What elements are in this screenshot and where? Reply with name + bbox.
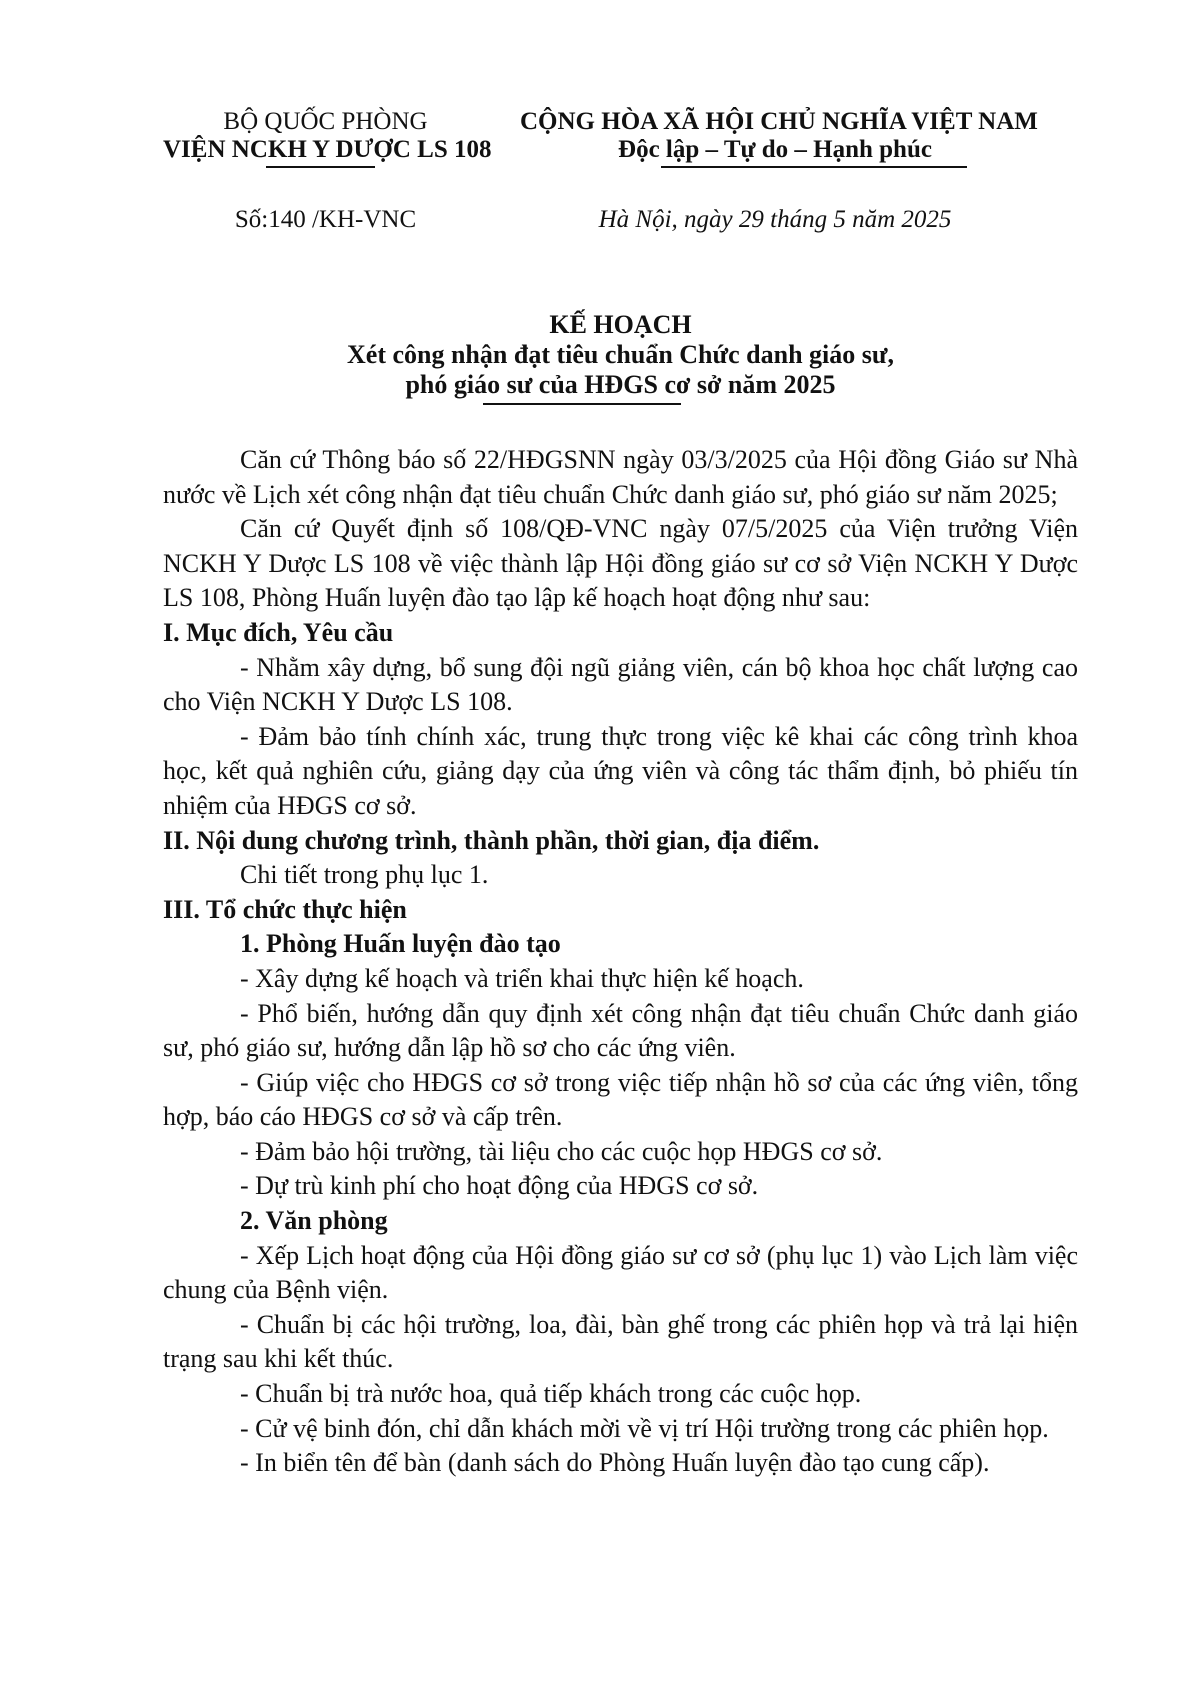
- section-item: - Đảm bảo tính chính xác, trung thực trong việc kê khai các công trình khoa học, kết quả nghiên cứu, giảng dạy của ứng viên và công tác thẩm định, bỏ phiếu tín nhiệm của HĐGS cơ sở.: [163, 721, 1078, 820]
- section-heading: I. Mục đích, Yêu cầu: [163, 617, 394, 647]
- motto-underline: [661, 166, 967, 168]
- institute-name: VIỆN NCKH Y DƯỢC LS 108: [163, 136, 492, 163]
- document-number: Số:140 /KH-VNC: [234, 206, 417, 233]
- subsection-item: - Đảm bảo hội trường, tài liệu cho các cuộc họp HĐGS cơ sở.: [240, 1136, 883, 1166]
- institute-underline: [266, 166, 375, 168]
- place-and-date: Hà Nội, ngày 29 tháng 5 năm 2025: [598, 206, 952, 233]
- subsection-item: - Phổ biến, hướng dẫn quy định xét công nhận đạt tiêu chuẩn Chức danh giáo sư, phó giáo sư, hướng dẫn lập hồ sơ cho các ứng viên.: [163, 998, 1078, 1063]
- section-item: Chi tiết trong phụ lục 1.: [240, 860, 489, 890]
- national-motto: Độc lập – Tự do – Hạnh phúc: [618, 136, 932, 163]
- document-body: [163, 443, 1078, 1481]
- section-heading: II. Nội dung chương trình, thành phần, thời gian, địa điểm.: [163, 825, 820, 855]
- document-title: KẾ HOẠCH: [549, 310, 692, 339]
- preamble-paragraph: Căn cứ Thông báo số 22/HĐGSNN ngày 03/3/2025 của Hội đồng Giáo sư Nhà nước về Lịch xét công nhận đạt tiêu chuẩn Chức danh giáo sư, phó giáo sư năm 2025;: [163, 445, 1078, 509]
- subsection-item: - Cử vệ binh đón, chỉ dẫn khách mời về vị trí Hội trường trong các phiên họp.: [240, 1413, 1049, 1443]
- ministry-name: BỘ QUỐC PHÒNG: [223, 108, 428, 135]
- subsection-item: - Chuẩn bị trà nước hoa, quả tiếp khách trong các cuộc họp.: [240, 1379, 862, 1409]
- subsection-heading: 2. Văn phòng: [240, 1206, 388, 1236]
- subsection-item: - Chuẩn bị các hội trường, loa, đài, bàn ghế trong các phiên họp và trả lại hiện trạng sau khi kết thúc.: [163, 1309, 1078, 1374]
- subsection-heading: 1. Phòng Huấn luyện đào tạo: [240, 929, 561, 959]
- preamble-paragraph: Căn cứ Quyết định số 108/QĐ-VNC ngày 07/5/2025 của Viện trưởng Viện NCKH Y Dược LS 108 về việc thành lập Hội đồng giáo sư cơ sở Viện NCKH Y Dược LS 108, Phòng Huấn luyện đào tạo lập kế hoạch hoạt động như sau:: [163, 514, 1078, 613]
- country-name: CỘNG HÒA XÃ HỘI CHỦ NGHĨA VIỆT NAM: [520, 108, 1038, 135]
- subsection-item: - Xếp Lịch hoạt động của Hội đồng giáo sư cơ sở (phụ lục 1) vào Lịch làm việc chung của Bệnh viện.: [163, 1240, 1078, 1305]
- subsection-item: - Giúp việc cho HĐGS cơ sở trong việc tiếp nhận hồ sơ của các ứng viên, tổng hợp, báo cáo HĐGS cơ sở và cấp trên.: [163, 1067, 1078, 1132]
- document-subtitle-line1: Xét công nhận đạt tiêu chuẩn Chức danh giáo sư,: [347, 340, 894, 369]
- document-subtitle-line2: phó giáo sư của HĐGS cơ sở năm 2025: [405, 370, 836, 399]
- section-item: - Nhằm xây dựng, bổ sung đội ngũ giảng viên, cán bộ khoa học chất lượng cao cho Viện NCKH Y Dược LS 108.: [163, 652, 1078, 717]
- subsection-item: - In biển tên để bàn (danh sách do Phòng Huấn luyện đào tạo cung cấp).: [240, 1448, 990, 1478]
- title-underline: [483, 403, 681, 405]
- subsection-item: - Dự trù kinh phí cho hoạt động của HĐGS cơ sở.: [240, 1171, 759, 1201]
- section-heading: III. Tổ chức thực hiện: [163, 894, 407, 924]
- subsection-item: - Xây dựng kế hoạch và triển khai thực hiện kế hoạch.: [240, 963, 804, 993]
